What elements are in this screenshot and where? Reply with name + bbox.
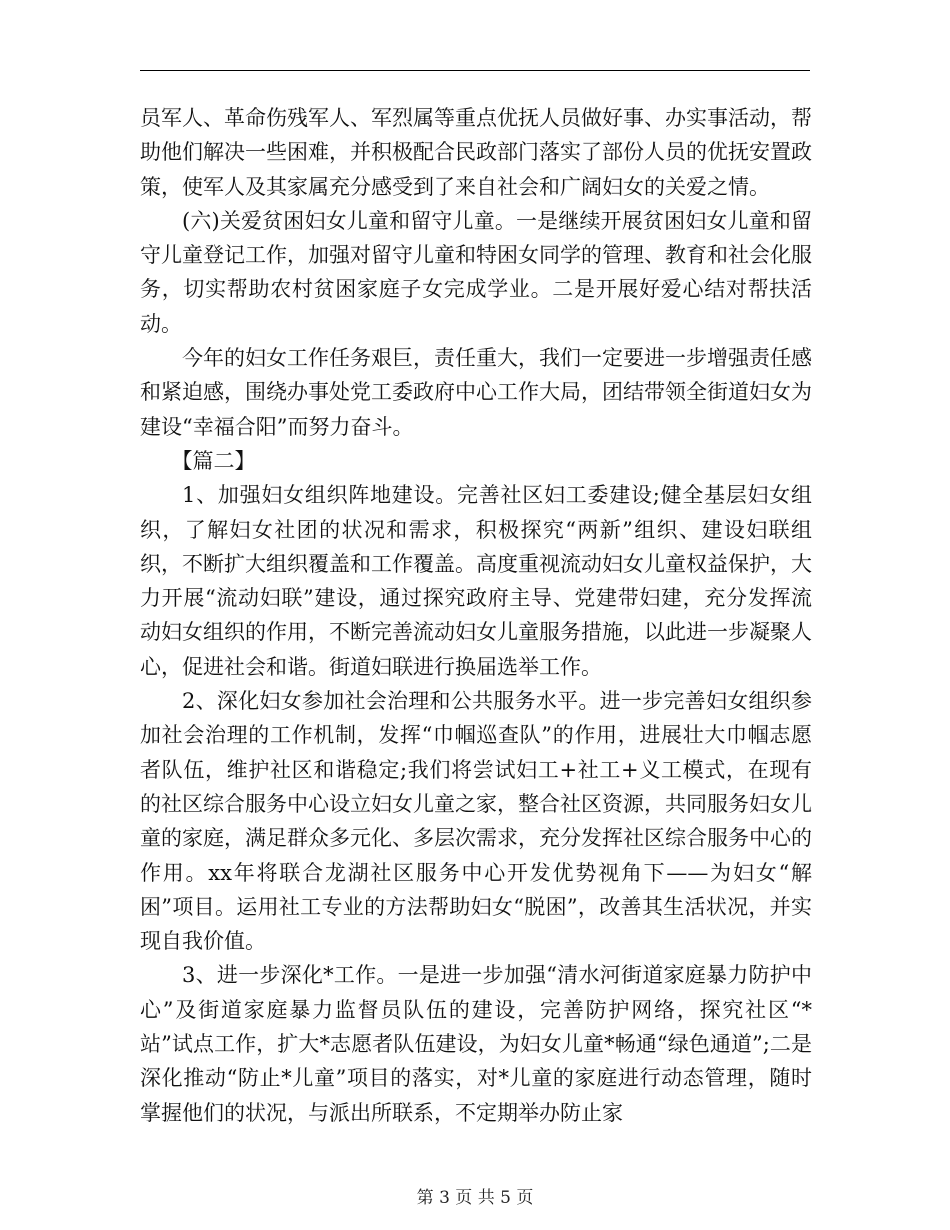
paragraph: 员军人、革命伤残军人、军烈属等重点优抚人员做好事、办实事活动，帮助他们解决一些困难，并积极配合民政部门落实了部份人员的优抚安置政策，使军人及其家属充分感受到了来自社会和广阔妇女的关爱之情。: [140, 106, 812, 199]
paragraph: 2、深化妇女参加社会治理和公共服务水平。进一步完善妇女组织参加社会治理的工作机制，发挥“巾帼巡查队”的作用，进展壮大巾帼志愿者队伍，维护社区和谐稳定;我们将尝试妇工+社工+义工模式，在现有的社区综合服务中心设立妇女儿童之家，整合社区资源，共同服务妇女儿童的家庭，满足群众多元化、多层次需求，充分发挥社区综合服务中心的作用。xx年将联合龙湖社区服务中心开发优势视角下——为妇女“解困”项目。运用社工专业的方法帮助妇女“脱困”，改善其生活状况，并实现自我价值。: [140, 689, 812, 954]
body-text: [140, 101, 812, 1130]
page-footer: 第 3 页 共 5 页: [416, 1188, 534, 1208]
section-heading: 【篇二】: [171, 448, 256, 473]
paragraph: 1、加强妇女组织阵地建设。完善社区妇工委建设;健全基层妇女组织，了解妇女社团的状况和需求，积极探究“两新”组织、建设妇联组织，不断扩大组织覆盖和工作覆盖。高度重视流动妇女儿童权益保护，大力开展“流动妇联”建设，通过探究政府主导、党建带妇建，充分发挥流动妇女组织的作用，不断完善流动妇女儿童服务措施，以此进一步凝聚人心，促进社会和谐。街道妇联进行换届选举工作。: [140, 483, 812, 679]
paragraph: 今年的妇女工作任务艰巨，责任重大，我们一定要进一步增强责任感和紧迫感，围绕办事处党工委政府中心工作大局，团结带领全街道妇女为建设“幸福合阳”而努力奋斗。: [140, 346, 812, 439]
header-rule: [140, 70, 810, 71]
paragraph: (六)关爱贫困妇女儿童和留守儿童。一是继续开展贫困妇女儿童和留守儿童登记工作，加强对留守儿童和特困女同学的管理、教育和社会化服务，切实帮助农村贫困家庭子女完成学业。二是开展好爱心结对帮扶活动。: [140, 208, 812, 336]
paragraph: 3、进一步深化*工作。一是进一步加强“清水河街道家庭暴力防护中心”及街道家庭暴力监督员队伍的建设，完善防护网络，探究社区“*站”试点工作，扩大*志愿者队伍建设，为妇女儿童*畅通“绿色通道”;二是深化推动“防止*儿童”项目的落实，对*儿童的家庭进行动态管理，随时掌握他们的状况，与派出所联系，不定期举办防止家: [140, 963, 812, 1125]
